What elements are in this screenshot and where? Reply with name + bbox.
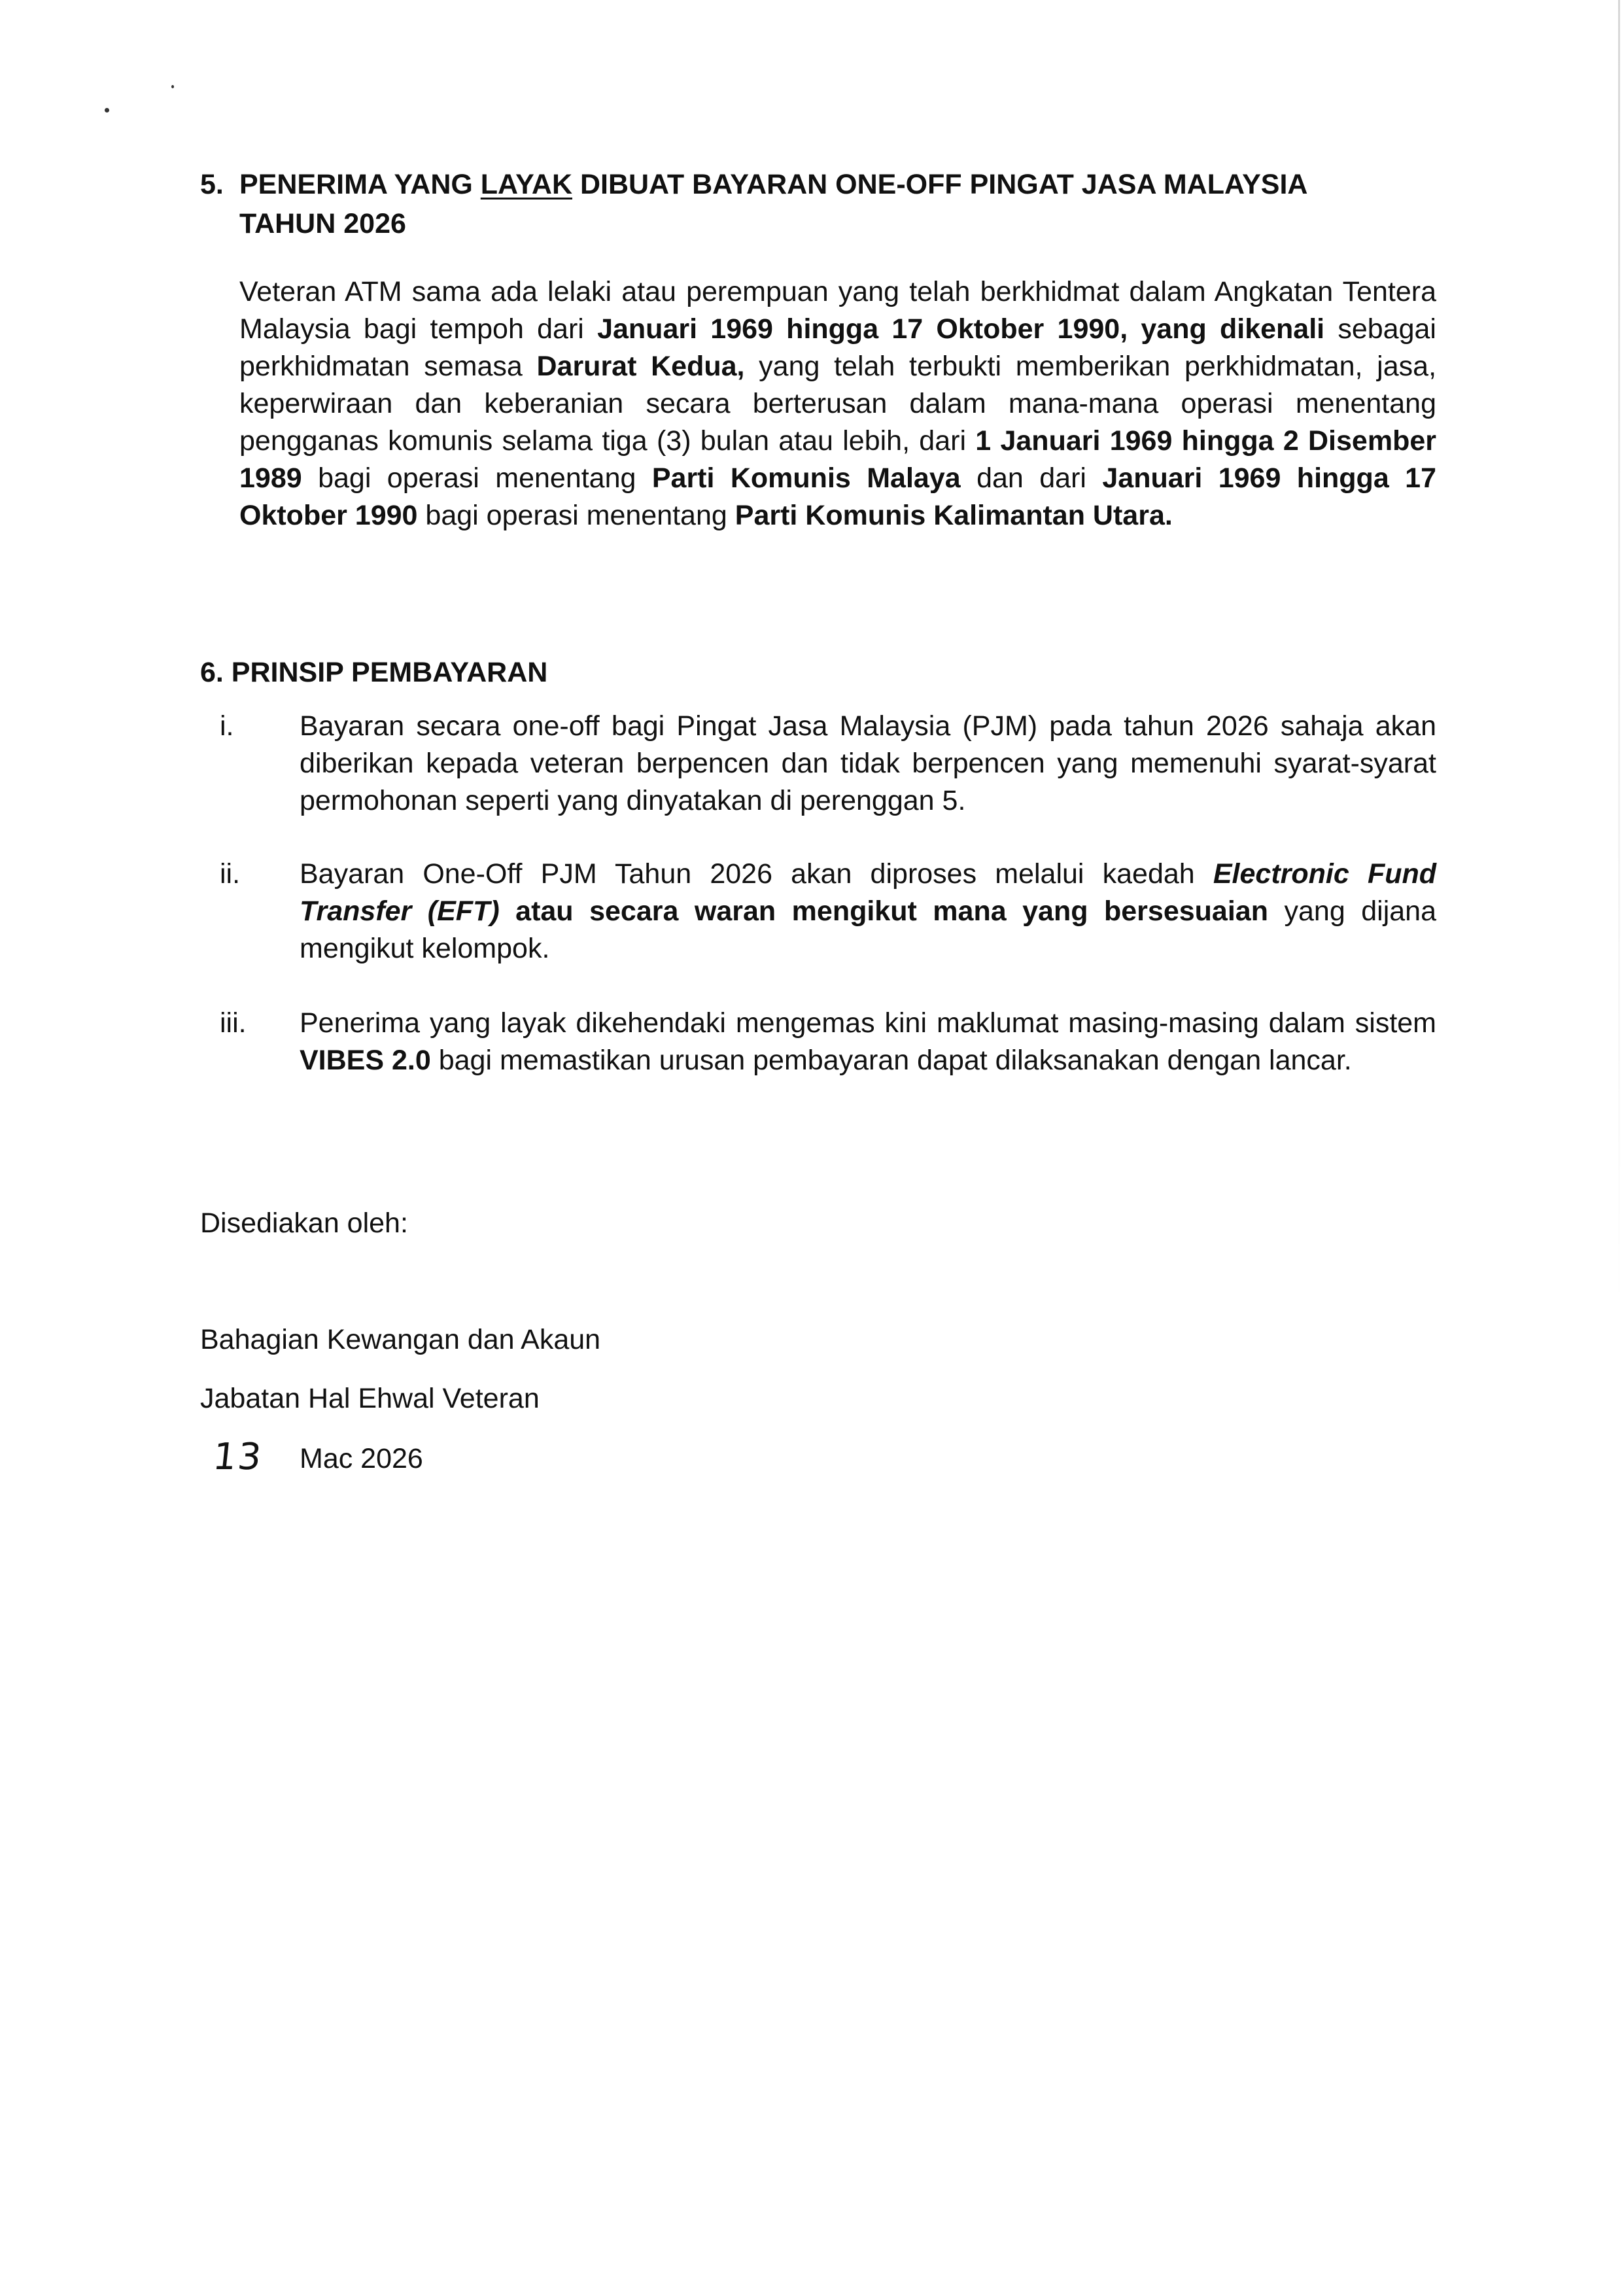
section-5-heading [200, 165, 1436, 243]
list-item-bold: VIBES 2.0 [300, 1045, 431, 1076]
list-item-number: i. [220, 710, 234, 742]
section-5-paragraph [239, 273, 1436, 534]
list-item-bold-italic: Electronic Fund Transfer (EFT) [300, 858, 1437, 927]
list-item [200, 1005, 1436, 1079]
list-item-text-part: bagi memastikan urusan pembayaran dapat dilaksanakan dengan lancar. [430, 1045, 1352, 1076]
paragraph-bold: Darurat Kedua, [536, 351, 745, 382]
list-item [200, 708, 1436, 820]
list-item-number: iii. [220, 1007, 247, 1039]
list-item-text-part: Bayaran One-Off PJM Tahun 2026 akan diproses melalui kaedah [300, 858, 1213, 890]
paragraph-text: yang telah terbukti memberikan perkhidmatan, jasa, keperwiraan dan keberanian secara berterusan dalam mana-mana operasi menentang pengganas komunis selama tiga (3) bulan atau lebih, dari [239, 351, 1437, 457]
list-item-text-part: Penerima yang layak dikehendaki mengemas kini maklumat masing-masing dalam sistem [300, 1007, 1436, 1039]
list-item-text-part: yang dijana mengikut kelompok. [300, 895, 1437, 964]
paragraph-text: bagi operasi menentang [417, 500, 735, 531]
date-month-year: Mac 2026 [300, 1443, 423, 1474]
paragraph-bold: Januari 1969 hingga 17 Oktober 1990, yang dikenali [597, 313, 1325, 345]
paragraph-bold: 1 Januari 1969 hingga 2 Disember 1989 [239, 425, 1436, 494]
division-name: Bahagian Kewangan dan Akaun [200, 1324, 601, 1355]
list-item-number: ii. [220, 858, 241, 890]
section-5-title-underlined: LAYAK [480, 169, 572, 200]
department-name: Jabatan Hal Ehwal Veteran [200, 1383, 540, 1414]
paragraph-bold: Parti Komunis Kalimantan Utara. [734, 500, 1173, 531]
scan-speck [171, 85, 174, 88]
section-5-title-part: DIBUAT BAYARAN ONE-OFF PINGAT JASA MALAYSIA [572, 169, 1308, 200]
list-item-bold: atau secara waran mengikut mana yang bersesuaian [499, 895, 1268, 927]
scan-speck [105, 108, 109, 113]
scan-edge [1618, 0, 1620, 1308]
paragraph-text: Veteran ATM sama ada lelaki atau perempuan yang telah berkhidmat dalam Angkatan Tentera Malaysia bagi tempoh dari [239, 276, 1436, 345]
list-item-text: Bayaran secara one-off bagi Pingat Jasa Malaysia (PJM) pada tahun 2026 sahaja akan diberikan kepada veteran berpencen dan tidak berpencen yang memenuhi syarat-syarat permohonan seperti yang dinyatakan di perenggan 5. [300, 710, 1436, 816]
list-item-text [300, 856, 1436, 967]
paragraph-text: dan dari [960, 462, 1103, 494]
paragraph-text: sebagai perkhidmatan semasa [239, 313, 1436, 382]
section-5-title-line2: TAHUN 2026 [239, 208, 406, 239]
handwritten-day: 13 [211, 1436, 265, 1478]
list-item-text [300, 1005, 1436, 1079]
section-6-heading: 6. PRINSIP PEMBAYARAN [200, 657, 548, 688]
prepared-by-label: Disediakan oleh: [200, 1207, 408, 1239]
paragraph-bold: Januari 1969 hingga 17 Oktober 1990 [239, 462, 1436, 531]
section-5-number: 5. [200, 169, 224, 200]
list-item [200, 856, 1436, 967]
paragraph-text: bagi operasi menentang [302, 462, 652, 494]
paragraph-bold: Parti Komunis Malaya [651, 462, 961, 494]
section-5-title-part: PENERIMA YANG [239, 169, 481, 200]
